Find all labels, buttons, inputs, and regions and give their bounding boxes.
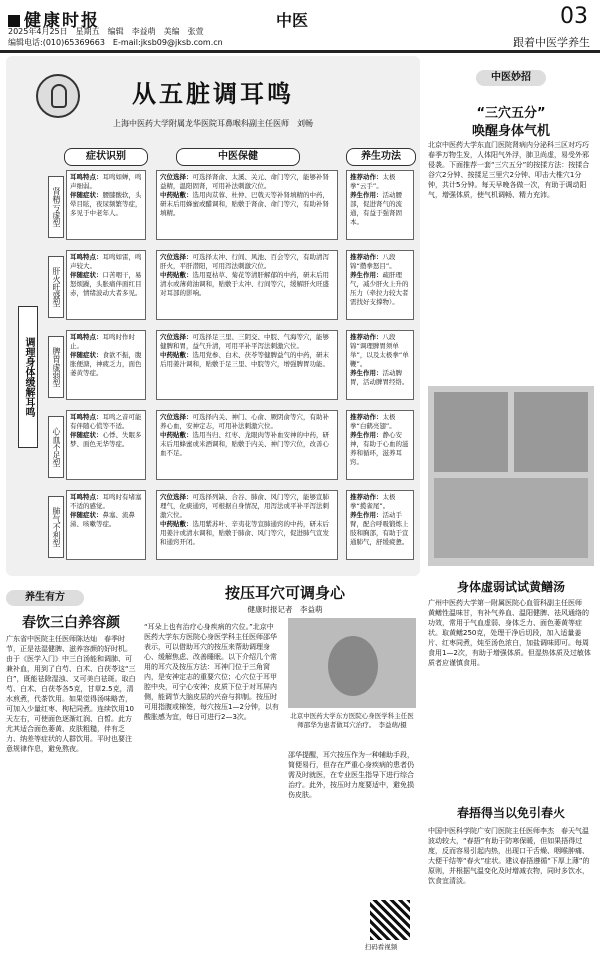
section-title: 中医: [276, 11, 309, 30]
article-title: 身体虚弱试试黄鳝汤: [456, 580, 565, 594]
article-title: “三穴五分”: [476, 106, 546, 121]
type-row: [48, 168, 414, 244]
masthead: [0, 0, 600, 53]
article-title: 按压耳穴可调身心: [224, 584, 345, 602]
contact-info: 编辑电话:(010)65369663 E-mail:jksb09@jksb.com.cn: [8, 38, 223, 47]
exercise-box: 推荐动作：太极拳“白鹤亮翅”。 养生作用：静心安神，有助于心血的滋养和循环，滋养耳窍。: [346, 410, 414, 480]
article-title: 春饮三白养容颜: [22, 615, 120, 631]
type-label: 脾胃虚弱型: [48, 336, 64, 398]
article-body: 广州中医药大学第一附属医院心血管科副主任医师 黄鳝性温味甘，有补气养血、温阳健脾、祛风通络的功效，常用于气血虚弱、身体乏力、面色萎黄等症状。取黄鳝250克，处理干净后切段，加入适量姜片、红枣同煮，炖至汤色浓白，加盐调味即可。每周食用1—2次，有助于增强体质。但湿热体质及过敏体质者应谨慎食用。: [428, 599, 591, 667]
symptom-box: 耳鸣特点：耳鸣时有堵塞不适的感觉。 伴随症状：鼻塞、流鼻涕、咳嗽等症。: [66, 490, 146, 560]
article-title-line2: 唤醒身体气机: [471, 124, 550, 139]
photo-caption: 北京中医药大学东方医院心身医学科主任医师邵华为患者做耳穴治疗。 李益萌/摄: [290, 712, 414, 729]
main-feature-panel: [6, 56, 420, 576]
symptom-box: 耳鸣特点：耳鸣之音可能有伴随心慌等不适。 伴随症状：心悸、失眠多梦、面色无华等症。: [66, 410, 146, 480]
doctor-photo: [434, 478, 588, 558]
article-body: 中国中医科学院广安门医院主任医师李杰 春天气温波动较大，“春捂”有助于防寒保暖，但如果捂得过度，反而容易引起内热，出现口干舌燥、咽喉肿痛、大便干结等“春火”症状。建议春捂遵循“下厚上薄”的原则，并根据气温变化及时增减衣物，同时多饮水，饮食宜清淡。: [428, 827, 590, 885]
type-label: 肝火旺盛型: [48, 256, 64, 318]
logo-text: 健康时报: [24, 11, 100, 31]
exercise-box: 推荐动作：太极拳“揽雀尾”。 养生作用：活动手臂，配合呼吸锻炼上肢和胸部，有助于宣通肺气，舒缓疲惫。: [346, 490, 414, 560]
care-box: 穴位选择：可选择内关、神门、心俞、厥阴俞等穴，有助补养心血，安神定志，可用补法刺激穴位。 中药贴敷：选用当归、红枣、龙眼肉等补血安神的中药，研末后用蜂蜜或米酒调和，贴敷于内关、神门等穴位，改善心血不足。: [156, 410, 338, 480]
issue-info: 2025年4月25日 星期五 编辑 李益萌 美编 张萱: [8, 27, 204, 36]
column-header-care: 中医保健: [176, 148, 300, 166]
page-number: 03: [560, 4, 588, 29]
article-title: 春捂得当以免引春火: [456, 806, 565, 820]
qr-code-icon[interactable]: [370, 900, 410, 940]
symptom-box: 耳鸣特点：耳鸣如蝉，鸣声细弱。 伴随症状：腰膝酸软，头晕目眩，夜尿频繁等症，多见于中老年人。: [66, 170, 146, 240]
article-body: 广东省中医院主任医师陈达灿 春季时节，正是祛湿健脾、滋养容颜的好时机。由于《医学入门》中三白汤能和调肺、可兼补血，用到了白芍、白术、白茯苓这“三白”，既能祛除湿浊、又可美白祛斑。取白芍、白术、白茯苓各5克，甘草2.5克，清水煎煮，代茶饮用。如果觉得汤味略苦，可加入少量红枣、枸杞同煮。连续饮用10天左右，可使面色逐渐红润、白皙。此方尤其适合面色萎黄、皮肤粗糙，伴有乏力、纳差等症状的人群饮用。平时也要注意规律作息，避免熬夜。: [6, 635, 136, 753]
section-tag: 中医妙招: [476, 70, 546, 86]
photo-credit: 受访者供图: [555, 881, 590, 889]
symptom-box: 耳鸣特点：耳鸣如雷，鸣声较大。 伴随症状：口苦咽干，易怒烦躁，头胀痛伴面红目赤，情绪波动大者多见。: [66, 250, 146, 320]
symptom-box: 耳鸣特点：耳鸣时作时止。 伴随症状：食欲不振，腹胀便溏，神疲乏力，面色萎黄等症。: [66, 330, 146, 400]
exercise-box: 推荐动作：太极拳“云手”。 养生作用：活动腰部，促进肾气的流通，有益于强肾固本。: [346, 170, 414, 240]
type-row: [48, 248, 414, 324]
type-label: 心血不足型: [48, 416, 64, 478]
leg-press-photo: [514, 392, 588, 472]
care-box: 穴位选择：可选择太冲、行间、风池、百会等穴，有助清泻肝火，平肝潜阳，可用泻法刺激穴位。 中药贴敷：选用夏枯草、菊花等清肝解郁的中药，研末后用清水或薄荷油调和，贴敷于太冲、行间等穴，缓解肝火旺盛对耳部的影响。: [156, 250, 338, 320]
exercise-box: 推荐动作：八段锦“调理脾胃须单举”，以及太极拳“单鞭”。 养生作用：活动脾胃，活动脾胃经络。: [346, 330, 414, 400]
article-body: 北京中医药大学东直门医院肾病内分泌科三区对巧巧 春季万物生发，人体阳气外浮，肺卫尚虚，易受外邪侵袭。下面推荐一套“三穴五分”的按揉方法：按揉合谷穴2分钟、按揉足三里穴2分钟、叩击大椎穴1分钟，共计5分钟。每天早晚各做一次，有助于调动阳气，增强体质，使气机调畅、精力充沛。: [428, 141, 596, 199]
type-row: [48, 488, 414, 564]
article-byline: 健康时报记者 李益萌: [247, 605, 323, 614]
care-box: 穴位选择：可选择列缺、合谷、肺俞、风门等穴，能够宣肺理气，化痰通窍，可根据自身情况，用泻法或平补平泻法刺激穴位。 中药贴敷：选用紫苏叶、辛夷花等宣肺通窍的中药，研末后用姜汁或清水调和，贴敷于肺俞、风门等穴，促进肺气宣发和通窍开闭。: [156, 490, 338, 560]
type-row: [48, 328, 414, 404]
feature-title: 从五脏调耳鸣: [132, 79, 294, 108]
hand-press-photo: [434, 392, 508, 472]
column-header-symptoms: 症状识别: [64, 148, 148, 166]
type-row: [48, 408, 414, 484]
feature-side-label: 调理身体缓解耳鸣: [18, 306, 38, 448]
article-body: “耳朵上也有治疗心身疾病的穴位。”北京中医药大学东方医院心身医学科主任医师邵华表示，可以借助耳穴的按压来帮助调理身心、缓解焦虑、改善睡眠。以下介绍几个常用的耳穴及按压方法：耳神门位于三角窝内，是安神定志的重要穴位；心穴位于耳甲腔中央，可宁心安神；皮质下位于对耳屏内侧，能调节大脑皮层的兴奋与抑制。按压时可用指腹或棉签，每穴按压1—2分钟，以有酸胀感为宜，每日可进行2—3次。: [144, 623, 279, 721]
care-box: 穴位选择：可选择肾俞、太溪、关元、命门等穴，能够补肾益精，温阳固肾，可用补法刺激穴位。 中药贴敷：选用肉苁蓉、杜仲、巴戟天等补肾填精的中药，研末后用蜂蜜或醋调和，贴敷于肾俞、命门等穴，有助补肾填精。: [156, 170, 338, 240]
section-tag: 养生有方: [6, 590, 84, 606]
patient-head-icon: [328, 636, 378, 696]
column-title: 跟着中医学养生: [513, 36, 590, 49]
ear-treatment-photo: [288, 618, 416, 708]
qr-label: 扫码看视频: [364, 943, 398, 951]
care-box: 穴位选择：可选择足三里、三阴交、中脘、气海等穴，能够健脾和胃，益气升清，可用平补平泻法刺激穴位。 中药贴敷：选用党参、白术、茯苓等健脾益气的中药，研末后用姜汁调和，贴敷于足三里、中脘等穴，增强脾胃功能。: [156, 330, 338, 400]
column-header-exercise: 养生功法: [346, 148, 416, 166]
feature-author: 上海中医药大学附属龙华医院耳鼻喉科副主任医师 刘畅: [113, 119, 313, 128]
article-body: 邵华提醒，耳穴按压作为一种辅助手段，简便易行，但存在严重心身疾病的患者仍需及时就医，在专业医生指导下进行综合治疗。此外，按压时力度要适中，避免损伤皮肤。: [288, 751, 414, 799]
type-label: 肺气不利型: [48, 496, 64, 558]
type-label: 肾精亏虚型: [48, 176, 64, 238]
exercise-box: 推荐动作：八段锦“攒拳怒目”。 养生作用：疏肝理气，减少肝火上升的压力（牵拉力较大者需找好支撑物）。: [346, 250, 414, 320]
